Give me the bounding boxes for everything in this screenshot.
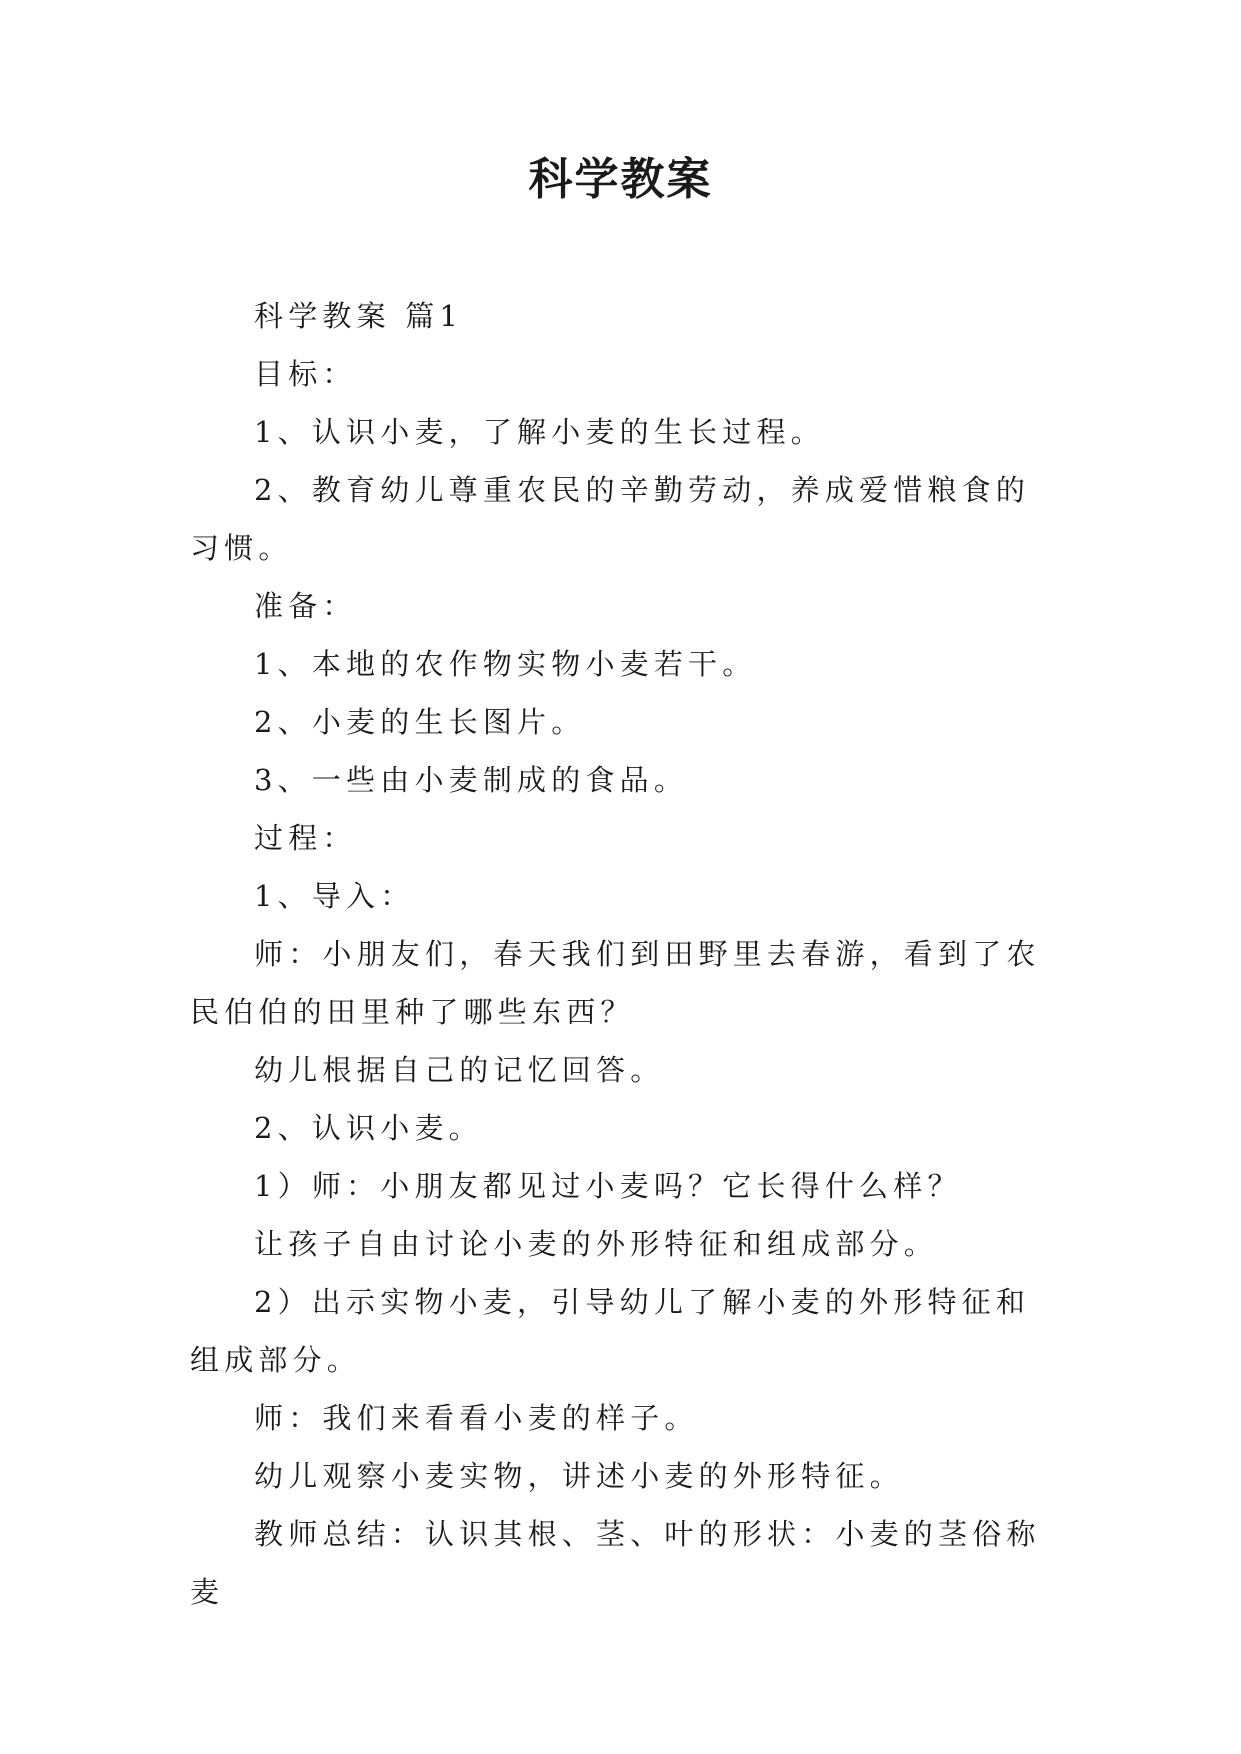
preparation-item: 2、小麦的生长图片。 — [254, 705, 586, 739]
body-paragraph: 师：我们来看看小麦的样子。 — [254, 1401, 699, 1435]
body-paragraph: 幼儿观察小麦实物，讲述小麦的外形特征。 — [254, 1459, 904, 1493]
body-paragraph: 教师总结：认识其根、茎、叶的形状：小麦的茎俗称麦 — [190, 1517, 1041, 1609]
body-paragraph: 幼儿根据自己的记忆回答。 — [254, 1053, 665, 1087]
goal-item: 1、认识小麦，了解小麦的生长过程。 — [254, 415, 825, 449]
body-paragraph: 1）师：小朋友都见过小麦吗？它长得什么样？ — [254, 1169, 962, 1203]
document-body — [190, 287, 1050, 1621]
goal-item: 2、教育幼儿尊重农民的辛勤劳动，养成爱惜粮食的习惯。 — [190, 473, 1031, 565]
preparation-heading: 准备： — [254, 589, 357, 623]
body-paragraph: 师：小朋友们，春天我们到田野里去春游，看到了农民伯伯的田里种了哪些东西？ — [190, 937, 1041, 1029]
process-heading: 过程： — [254, 821, 357, 855]
section-heading: 科学教案 篇1 — [254, 299, 464, 333]
goals-heading: 目标： — [254, 357, 357, 391]
document-title: 科学教案 — [528, 154, 713, 205]
preparation-item: 3、一些由小麦制成的食品。 — [254, 763, 689, 797]
body-paragraph: 2）出示实物小麦，引导幼儿了解小麦的外形特征和组成部分。 — [190, 1285, 1031, 1377]
process-step: 1、导入： — [254, 879, 415, 913]
body-paragraph: 让孩子自由讨论小麦的外形特征和组成部分。 — [254, 1227, 939, 1261]
process-step: 2、认识小麦。 — [254, 1111, 483, 1145]
preparation-item: 1、本地的农作物实物小麦若干。 — [254, 647, 757, 681]
